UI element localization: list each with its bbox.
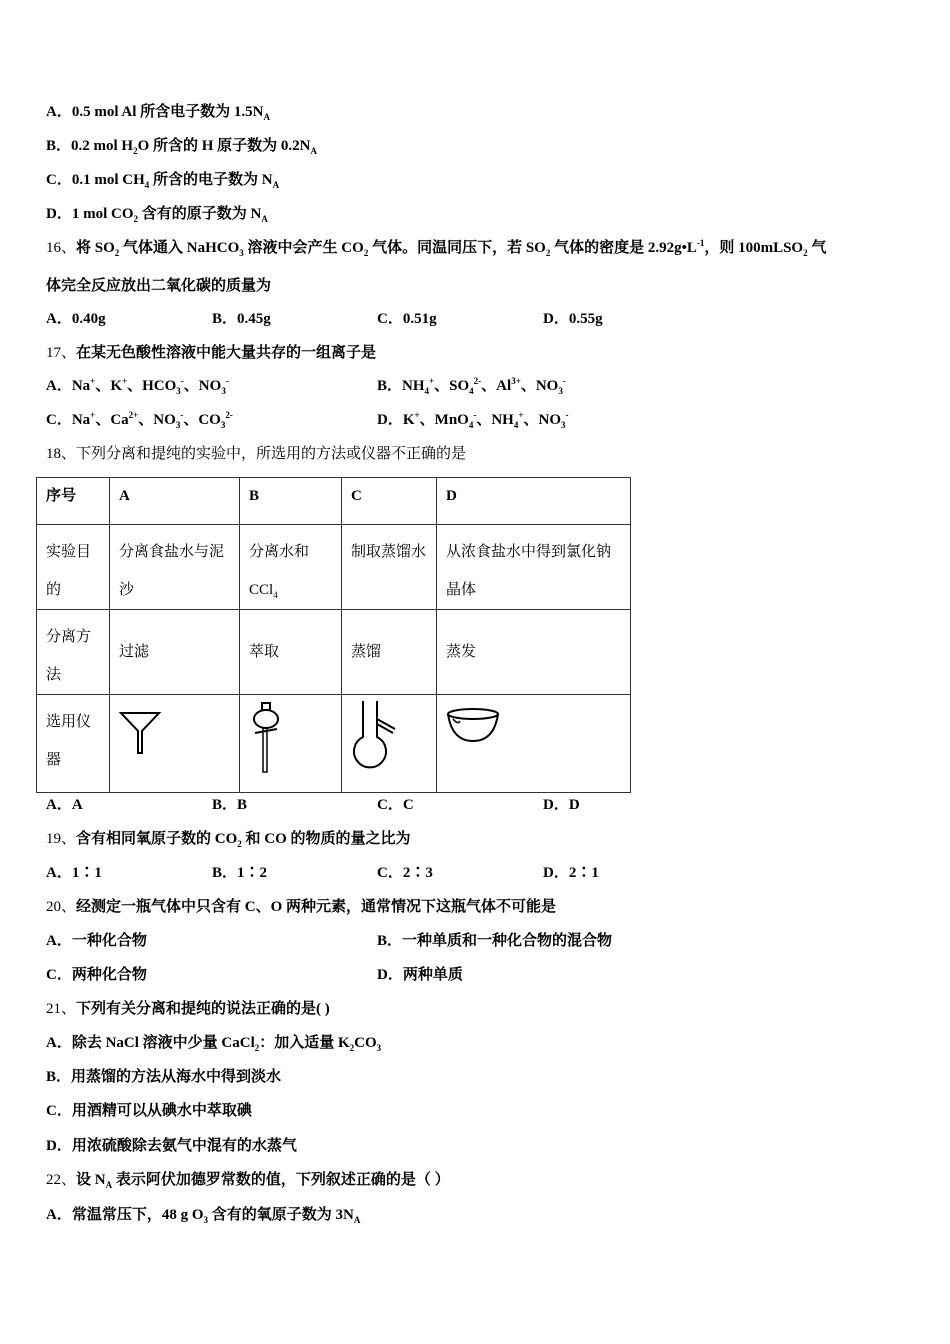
purpose-cell: 从浓食盐水中得到氯化钠晶体 (437, 525, 631, 610)
q22-text: 设 $N_A$ 表示阿伏加德罗常数的值，下列叙述正确的是（ ） (76, 1172, 450, 1190)
question-number: 22、 (46, 1172, 77, 1188)
row-header: 实验目的 (37, 525, 110, 610)
q19-option-a: A．1∶1 (46, 865, 102, 881)
question-number: 18、 (46, 446, 77, 462)
q21-option-d: D．用浓硫酸除去氨气中混有的水蒸气 (46, 1138, 297, 1154)
evaporating-dish-icon (446, 707, 506, 747)
q18-option-c: C．C (377, 797, 414, 813)
row-header: 分离方法 (37, 610, 110, 695)
q16-option-d: D．0.55g (543, 311, 603, 327)
q21-stem (46, 999, 330, 1019)
q20-option-b: B．一种单质和一种化合物的混合物 (377, 933, 613, 949)
q17-option-a: A．Na+、K+、$HCO_3^-$、$NO_3^-$ (46, 376, 229, 396)
method-cell: 蒸馏 (342, 610, 437, 695)
instrument-cell (437, 695, 631, 793)
question-number: 19、 (46, 831, 77, 847)
q19-stem (46, 829, 411, 849)
q15-option-c: C．0.1 mol $CH_4$ 所含的电子数为 $N_A$ (46, 172, 280, 190)
q22-option-a: A．常温常压下，48 g $O_3$ 含有的氧原子数为 $3N_A$ (46, 1207, 361, 1225)
q20-option-a: A．一种化合物 (46, 933, 147, 949)
purpose-cell: 分离水和 CCl$_4$ (240, 525, 342, 610)
q17-option-d: D．K+、MnO$_4$-、$NH_4^+$、$NO_3^-$ (377, 410, 569, 430)
q15-option-b: B．0.2 mol $H_2O$ 所含的 H 原子数为 $0.2N_A$ (46, 138, 318, 156)
q17-option-c: C．Na+、$Ca^{2+}$、$NO_3^-$、$CO_3^{2-}$ (46, 410, 233, 430)
q16-option-a: A．0.40g (46, 311, 106, 327)
q19-text: 含有相同氧原子数的 $CO_2$ 和 CO 的物质的量之比为 (76, 831, 411, 849)
question-number: 16、 (46, 240, 77, 256)
q19-option-c: C．2∶3 (377, 865, 433, 881)
funnel-icon (119, 707, 169, 757)
q21-option-c: C．用酒精可以从碘水中萃取碘 (46, 1103, 252, 1119)
q16-option-b: B．0.45g (212, 311, 271, 327)
distillation-flask-icon (351, 699, 411, 771)
q16-stem (46, 238, 826, 258)
q15-option-d: D．1 mol $CO_2$ 含有的原子数为 $N_A$ (46, 206, 268, 224)
method-cell: 蒸发 (437, 610, 631, 695)
col-header: D (437, 478, 631, 525)
q20-stem (46, 897, 556, 917)
q22-stem (46, 1170, 450, 1190)
method-cell: 萃取 (240, 610, 342, 695)
instrument-cell (342, 695, 437, 793)
q18-option-d: D．D (543, 797, 580, 813)
q18-option-b: B．B (212, 797, 248, 813)
q15-option-a: A．0.5 mol Al 所含电子数为 $1.5N_A$ (46, 104, 271, 122)
q16-stem-cont: 体完全反应放出二氧化碳的质量为 (46, 278, 272, 294)
q20-option-c: C．两种化合物 (46, 967, 147, 983)
separatory-funnel-icon (249, 699, 289, 775)
instrument-cell (110, 695, 240, 793)
col-header: C (342, 478, 437, 525)
q18-stem (46, 444, 466, 464)
q20-text: 经测定一瓶气体中只含有 C、O 两种元素，通常情况下这瓶气体不可能是 (76, 899, 557, 915)
purpose-cell: 分离食盐水与泥沙 (110, 525, 240, 610)
q18-option-a: A．A (46, 797, 83, 813)
col-header: A (110, 478, 240, 525)
q17-text: 在某无色酸性溶液中能大量共存的一组离子是 (76, 345, 377, 361)
method-cell: 过滤 (110, 610, 240, 695)
q18-text: 下列分离和提纯的实验中，所选用的方法或仪器不正确的是 (76, 446, 467, 462)
instrument-cell (240, 695, 342, 793)
q16-option-c: C．0.51g (377, 311, 437, 327)
q21-option-b: B．用蒸馏的方法从海水中得到淡水 (46, 1069, 282, 1085)
q17-stem (46, 343, 376, 363)
q17-option-b: B．$NH_4^+$、$SO_4^{2-}$、$Al^{3+}$、$NO_3^-$ (377, 376, 566, 396)
question-number: 21、 (46, 1001, 77, 1017)
q18-table (36, 477, 631, 793)
row-header: 选用仪器 (37, 695, 110, 793)
q16-line1: 将 $SO_2$ 气体通入 NaHCO$_3$ 溶液中会产生 $CO_2$ 气体。同温同压下，若 $SO_2$ 气体的密度是 $2.92g•L^{-1}$，则 100mLSO$_2$ 气 (76, 238, 827, 258)
question-number: 17、 (46, 345, 77, 361)
q21-text: 下列有关分离和提纯的说法正确的是( ) (76, 1001, 330, 1017)
q21-option-a: A．除去 NaCl 溶液中少量 CaCl$_2$：加入适量 $K_2CO_3$ (46, 1035, 382, 1053)
q20-option-d: D．两种单质 (377, 967, 463, 983)
q19-option-b: B．1∶2 (212, 865, 268, 881)
col-header: B (240, 478, 342, 525)
purpose-cell: 制取蒸馏水 (342, 525, 437, 610)
q19-option-d: D．2∶1 (543, 865, 599, 881)
question-number: 20、 (46, 899, 77, 915)
row-header: 序号 (37, 478, 110, 525)
